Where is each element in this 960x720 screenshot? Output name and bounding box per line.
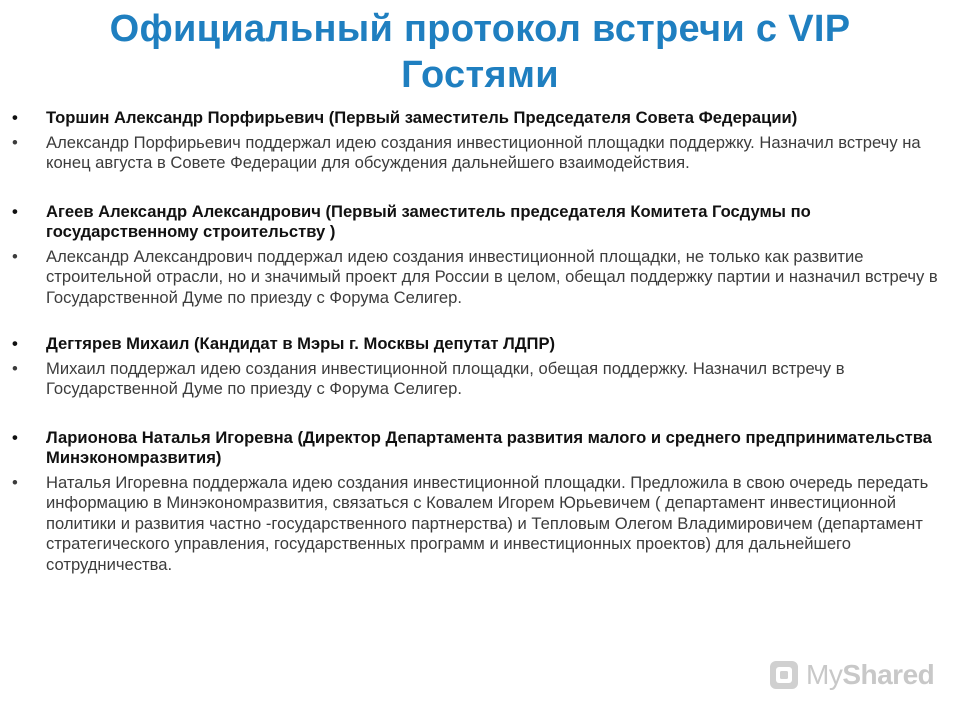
entry-heading [12, 428, 942, 469]
bullet-icon: • [12, 201, 18, 221]
protocol-list [12, 108, 942, 603]
myshared-logo-icon [766, 657, 802, 693]
list-entry [12, 202, 942, 309]
entry-body [12, 359, 942, 400]
bullet-icon: • [12, 246, 18, 266]
bullet-icon: • [12, 334, 18, 353]
list-entry [12, 428, 942, 576]
bullet-icon: • [12, 472, 18, 492]
page-title: Официальный протокол встречи с VIP Гостями [109, 8, 851, 96]
entry-heading-text: Дегтярев Михаил (Кандидат в Мэры г. Москвы депутат ЛДПР) [46, 334, 556, 353]
entry-heading [12, 334, 942, 355]
entry-body-text: Александр Александрович поддержал идею создания инвестиционной площадки, не только как развитие строительной отрасли, но и значимый проект для России в целом, обещал поддержку партии и назначил встречу в Государственной Думе по приезду с Форума Селигер. [46, 246, 938, 307]
entry-heading [12, 108, 942, 129]
entry-heading-text: Ларионова Наталья Игоревна (Директор Департамента развития малого и среднего предпринимательства Минэкономразвития) [46, 427, 932, 467]
watermark [766, 655, 936, 695]
entry-body-text: Михаил поддержал идею создания инвестиционной площадки, обещая поддержку. Назначил встречу в Государственной Думе по приезду с Форума Селигер. [46, 358, 845, 398]
bullet-icon: • [12, 427, 18, 447]
list-entry [12, 334, 942, 400]
entry-heading [12, 202, 942, 243]
bullet-icon: • [12, 358, 18, 378]
entry-body-text: Наталья Игоревна поддержала идею создания инвестиционной площадки. Предложила в свою очередь передать информацию в Минэкономразвития, связаться с Ковалем Игорем Юрьевичем ( департамент инвестиционной политики и развития частно -государственного партнерства) и Тепловым Олегом Владимировичем (департамент стратегического управления, государственных программ и инвестиционных проектов) для дальнейшего сотрудничества. [46, 472, 929, 574]
bullet-icon: • [12, 108, 18, 127]
bullet-icon: • [12, 132, 18, 152]
entry-heading-text: Торшин Александр Порфирьевич (Первый заместитель Председателя Совета Федерации) [46, 108, 798, 127]
entry-body [12, 473, 942, 576]
entry-heading-text: Агеев Александр Александрович (Первый заместитель председателя Комитета Госдумы по государственному строительству ) [46, 201, 811, 241]
entry-body-text: Александр Порфирьевич поддержал идею создания инвестиционной площадки поддержку. Назначил встречу на конец августа в Совете Федерации для обсуждения дальнейшего взаимодействия. [46, 132, 921, 172]
entry-body [12, 133, 942, 174]
list-entry [12, 108, 942, 174]
watermark-text: MyShared [806, 659, 935, 690]
entry-body [12, 247, 942, 309]
